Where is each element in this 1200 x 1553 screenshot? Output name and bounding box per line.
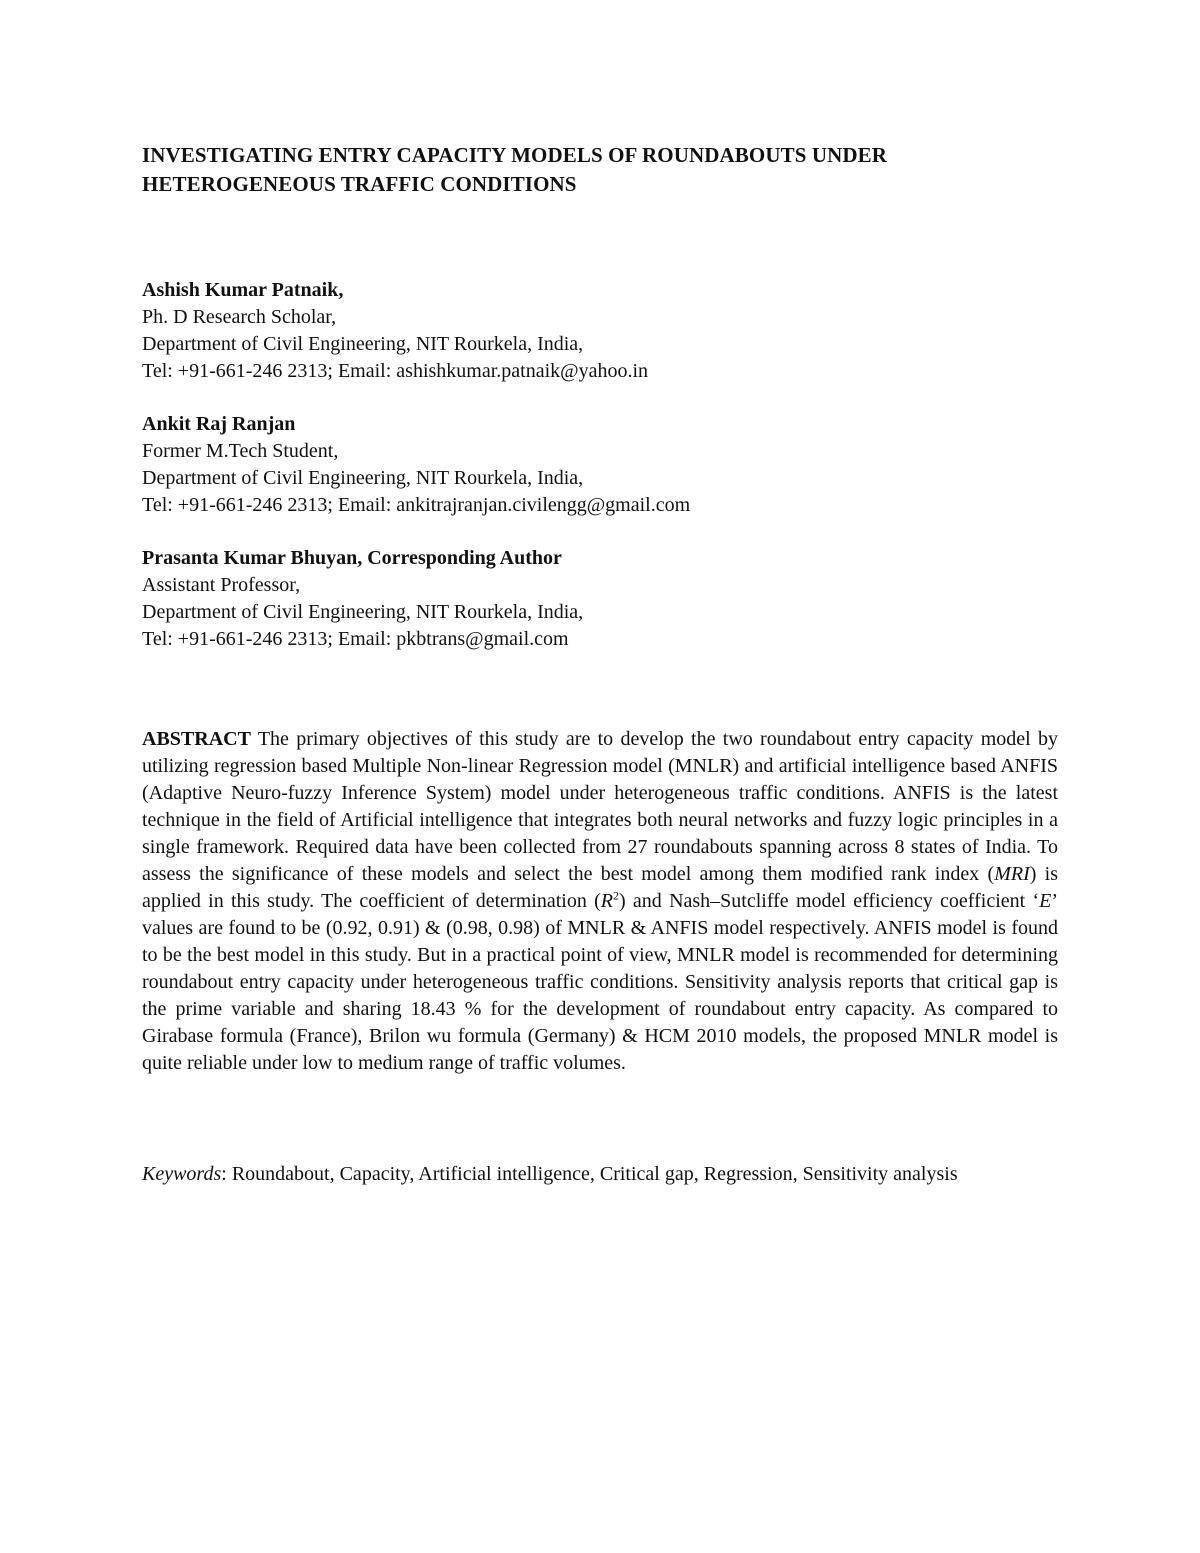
paper-title xyxy=(142,141,1062,199)
abstract-text-2: ) is applied in this study. The coefficient of determination ( xyxy=(142,863,1059,912)
abstract-text-3: ) and Nash–Sutcliffe model efficiency coefficient ‘ xyxy=(619,890,1040,912)
abstract-paragraph xyxy=(142,726,1058,1077)
author-block-3 xyxy=(142,545,1062,653)
author-name: Ankit Raj Ranjan xyxy=(142,413,296,435)
keywords-label: Keywords xyxy=(142,1163,222,1185)
author-block-1 xyxy=(142,277,1062,385)
abstract-heading: ABSTRACT xyxy=(142,728,251,750)
abstract-r-superscript: 2 xyxy=(613,888,619,903)
author-contact: Tel: +91-661-246 2313; Email: ashishkumar.patnaik@yahoo.in xyxy=(142,360,648,382)
author-name: Prasanta Kumar Bhuyan, Corresponding Author xyxy=(142,547,562,569)
author-contact: Tel: +91-661-246 2313; Email: ankitrajranjan.civilengg@gmail.com xyxy=(142,494,691,516)
author-name: Ashish Kumar Patnaik, xyxy=(142,279,344,301)
author-role: Assistant Professor, xyxy=(142,574,301,596)
author-department: Department of Civil Engineering, NIT Rourkela, India, xyxy=(142,333,584,355)
title-line-1: INVESTIGATING ENTRY CAPACITY MODELS OF ROUNDABOUTS UNDER xyxy=(142,143,887,167)
abstract-mri: MRI xyxy=(994,863,1030,885)
author-role: Former M.Tech Student, xyxy=(142,440,339,462)
author-block-2 xyxy=(142,411,1062,519)
keywords-paragraph xyxy=(142,1161,1058,1188)
author-department: Department of Civil Engineering, NIT Rourkela, India, xyxy=(142,467,584,489)
abstract-r-symbol: R xyxy=(600,890,613,912)
title-line-2: HETEROGENEOUS TRAFFIC CONDITIONS xyxy=(142,172,577,196)
abstract-e-symbol: E xyxy=(1039,890,1052,912)
author-role: Ph. D Research Scholar, xyxy=(142,306,337,328)
author-department: Department of Civil Engineering, NIT Rourkela, India, xyxy=(142,601,584,623)
author-contact: Tel: +91-661-246 2313; Email: pkbtrans@gmail.com xyxy=(142,628,569,650)
abstract-text-4: ’ values are found to be (0.92, 0.91) & (0.98, 0.98) of MNLR & ANFIS model respectively. ANFIS model is found to be the best model in this study. But in a practical point of view, MNLR model is recommended for determining roundabout entry capacity under heterogeneous traffic conditions. Sensitivity analysis reports that critical gap is the prime variable and sharing 18.43 % for the development of roundabout entry capacity. As compared to Girabase formula (France), Brilon wu formula (Germany) & HCM 2010 models, the proposed MNLR model is quite reliable under low to medium range of traffic volumes. xyxy=(142,890,1059,1074)
keywords-text: : Roundabout, Capacity, Artificial intelligence, Critical gap, Regression, Sensitivity analysis xyxy=(221,1163,958,1185)
abstract-text-1: The primary objectives of this study are to develop the two roundabout entry capacity model by utilizing regression based Multiple Non-linear Regression model (MNLR) and artificial intelligence based ANFIS (Adaptive Neuro-fuzzy Inference System) model under heterogeneous traffic conditions. ANFIS is the latest technique in the field of Artificial intelligence that integrates both neural networks and fuzzy logic principles in a single framework. Required data have been collected from 27 roundabouts spanning across 8 states of India. To assess the significance of these models and select the best model among them modified rank index ( xyxy=(142,728,1058,885)
